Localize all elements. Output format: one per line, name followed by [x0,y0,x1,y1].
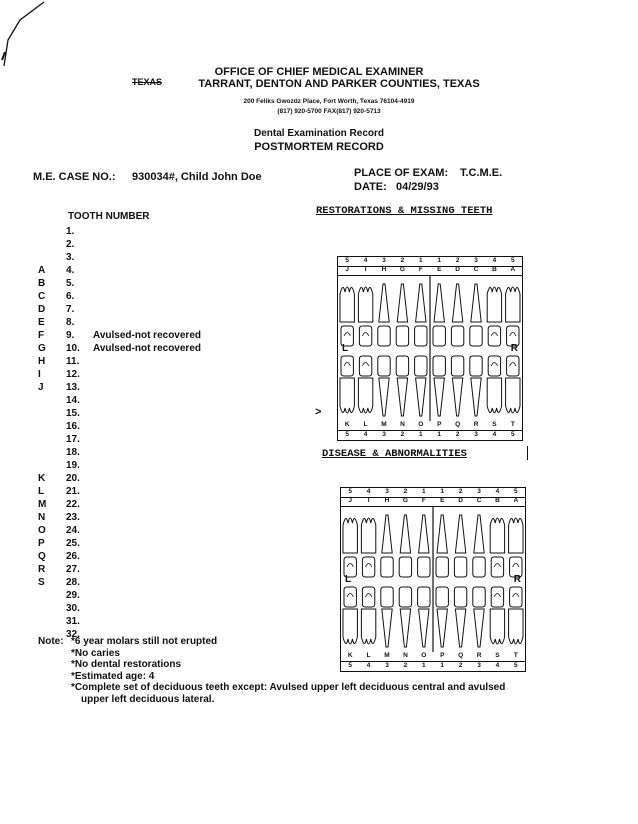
chart-label-strip [341,662,525,672]
chart-tooth-label: O [421,652,427,659]
tooth-letter: E [38,317,45,328]
tooth-letter: G [38,343,46,354]
chart-tooth-label: 1 [440,488,445,495]
tooth-letter: I [38,369,41,380]
tooth-letter: D [38,304,46,315]
chart-tooth-label: Q [458,652,464,659]
tooth-drawing [473,587,485,607]
tooth-drawing [416,378,426,416]
tooth-drawing [488,356,500,376]
tooth-drawing [358,287,372,322]
tooth-number: 26. [66,551,80,562]
tooth-drawing [399,557,411,577]
chart-tooth-label: J [345,266,350,273]
chart-tooth-label: 5 [511,431,515,438]
tooth-number: 30. [66,603,80,614]
case-value: 930034#, Child John Doe [132,171,262,183]
tooth-letter: F [38,330,45,341]
tooth-letter: M [38,499,47,510]
tooth-drawing [437,609,447,647]
tooth-drawing [340,287,354,322]
chart-tooth-label: 3 [382,257,386,264]
tooth-drawing [455,609,465,647]
chart-label-strip [338,421,522,431]
tooth-drawing [452,378,462,416]
tooth-number: 19. [66,460,80,471]
tooth-number: 32. [66,629,80,640]
tooth-drawing [454,557,466,577]
tooth-drawing [434,378,444,416]
tooth-number: 29. [66,590,80,601]
tooth-letter: H [38,356,46,367]
notes-label: Note: [38,636,64,647]
chart-tooth-label: 5 [511,257,515,264]
tooth-row [52,460,252,473]
tooth-drawing [399,587,411,607]
chart-tooth-label: 1 [419,257,423,264]
tooth-drawing [470,356,482,376]
chart-tooth-label: 2 [400,257,405,264]
tooth-drawing [361,609,375,644]
tooth-drawing [378,326,390,346]
tooth-row [52,252,252,265]
tooth-number: 31. [66,616,80,627]
restorations-dental-chart [337,256,523,441]
chart-tooth-label: E [440,497,445,504]
chart-tooth-label: 1 [422,488,426,495]
tooth-row [52,590,252,603]
chart-tooth-label: N [403,652,408,659]
chart-tooth-label: 4 [492,431,497,438]
disease-chart-title: DISEASE & ABNORMALITIES [322,448,467,460]
tooth-drawing [358,378,372,413]
tooth-row [38,525,252,538]
tooth-drawing [397,378,407,416]
tooth-description: Avulsed-not recovered [93,343,201,354]
note-line: *No dental restorations [71,659,182,670]
restorations-chart-title: RESTORATIONS & MISSING TEETH [316,205,493,217]
tooth-drawing [343,518,357,553]
tooth-drawing [433,326,445,346]
tooth-drawing [491,587,503,607]
tooth-row [52,603,252,616]
tooth-row [38,499,252,512]
chart-tooth-label: B [495,497,500,504]
tooth-number: 16. [66,421,80,432]
note-line: *Complete set of deciduous teeth except: Avulsed upper left deciduous central and avulsed [71,682,506,693]
tooth-letter: Q [38,551,46,562]
tooth-drawing [490,518,504,553]
chart-tooth-label: N [400,421,405,428]
tooth-row [38,382,252,395]
tooth-drawing [396,326,408,346]
chart-tooth-label: 5 [345,431,350,438]
chart-tooth-label: 1 [422,662,426,669]
tooth-number: 11. [66,356,80,367]
tooth-drawing [433,356,445,376]
struck-prefix: TEXAS [132,77,163,87]
chart-tooth-label: 3 [477,662,481,669]
tooth-row [38,356,252,369]
tooth-number: 14. [66,395,80,406]
tooth-drawing [396,356,408,376]
tooth-row [38,330,252,343]
tooth-number: 2. [66,239,75,250]
margin-mark: > [315,406,322,418]
tooth-drawing [362,587,374,607]
tooth-row [52,408,252,421]
chart-tooth-label: I [367,497,370,504]
tooth-drawing [474,515,484,553]
form-subtitle: POSTMORTEM RECORD [254,141,384,153]
tooth-drawing [452,284,462,322]
chart-tooth-label: 2 [458,488,463,495]
tooth-drawing [415,326,427,346]
tooth-row [52,226,252,239]
tooth-number: 17. [66,434,80,445]
chart-tooth-label: 5 [514,662,518,669]
chart-tooth-label: 3 [385,662,389,669]
tooth-drawing [400,515,410,553]
tooth-drawing [434,284,444,322]
tooth-drawing [379,284,389,322]
tooth-drawing [507,356,519,376]
chart-tooth-label: T [513,652,518,659]
tooth-number: 18. [66,447,80,458]
tooth-drawing [436,557,448,577]
chart-tooth-label: C [476,497,482,504]
note-line: upper left deciduous lateral. [81,693,215,705]
tooth-drawing [506,378,520,413]
tooth-number: 27. [66,564,80,575]
tooth-drawing [437,515,447,553]
tooth-drawing [506,287,520,322]
tooth-drawing [359,326,371,346]
tooth-letter: L [38,486,45,497]
chart-tooth-label: O [418,421,424,428]
tooth-drawing [418,557,430,577]
chart-tooth-label: A [513,497,519,504]
tooth-row [52,616,252,629]
chart-tooth-label: 5 [514,488,518,495]
tooth-number-heading: TOOTH NUMBER [68,211,150,222]
chart-tooth-label: H [381,266,387,273]
tooth-drawing [487,287,501,322]
tooth-row [38,278,252,291]
teeth-diagram [341,507,525,652]
tooth-drawing [381,587,393,607]
chart-tooth-label: 3 [474,431,478,438]
right-side-marker: R [513,574,521,585]
left-side-marker: L [345,574,352,585]
tooth-number: 4. [66,265,75,276]
chart-tooth-label: 4 [366,662,371,669]
chart-tooth-label: G [402,497,408,504]
tooth-drawing [416,284,426,322]
chart-tooth-label: I [364,266,367,273]
tooth-row [38,564,252,577]
tooth-drawing [510,587,522,607]
tooth-number: 23. [66,512,80,523]
tooth-drawing [509,609,523,644]
tooth-drawing [419,609,429,647]
tooth-drawing [378,356,390,376]
chart-tooth-label: A [510,266,516,273]
tooth-number: 21. [66,486,80,497]
tooth-drawing [341,356,353,376]
address-line: 200 Feliks Gwozdz Place, Fort Worth, Texas 76104-4919 [243,98,415,105]
chart-tooth-label: 5 [348,488,353,495]
tooth-number: 28. [66,577,80,588]
chart-tooth-label: P [440,652,445,659]
chart-label-strip [338,266,522,276]
chart-tooth-label: 3 [474,257,478,264]
tooth-drawing [471,284,481,322]
left-side-marker: L [342,343,349,354]
chart-tooth-label: M [384,652,390,659]
tooth-drawing [362,557,374,577]
tooth-letter: A [38,265,46,276]
corner-slash-mark [0,0,60,70]
teeth-diagram [338,276,522,421]
tooth-drawing [487,378,501,413]
chart-tooth-label: P [437,421,442,428]
tooth-letter: J [38,382,44,393]
chart-tooth-label: R [473,421,479,428]
chart-tooth-label: F [418,266,423,273]
chart-tooth-label: 1 [437,431,442,438]
chart-tooth-label: 4 [363,257,368,264]
chart-tooth-label: 4 [495,662,500,669]
tooth-letter: C [38,291,46,302]
counties-line: TARRANT, DENTON AND PARKER COUNTIES, TEXAS [198,78,480,90]
chart-tooth-label: M [381,421,387,428]
tooth-letter: B [38,278,46,289]
tooth-row [52,239,252,252]
tooth-drawing [397,284,407,322]
note-line: *Estimated age: 4 [71,670,155,682]
tooth-drawing [451,326,463,346]
tooth-drawing [418,587,430,607]
chart-tooth-label: B [492,266,497,273]
chart-tooth-label: 2 [455,431,460,438]
tooth-row [38,538,252,551]
tooth-letter: O [38,525,46,536]
chart-tooth-label: 2 [455,257,460,264]
tooth-drawing [491,557,503,577]
chart-tooth-label: D [458,497,463,504]
chart-tooth-label: 3 [382,431,386,438]
chart-tooth-label: 5 [345,257,350,264]
tooth-letter: K [38,473,46,484]
tooth-row [52,421,252,434]
chart-tooth-label: K [347,652,353,659]
chart-tooth-label: 2 [400,431,405,438]
chart-tooth-label: S [492,421,497,428]
chart-tooth-label: H [384,497,390,504]
place-value: T.C.M.E. [460,167,503,179]
chart-tooth-label: Q [455,421,461,428]
tooth-drawing [340,378,354,413]
tooth-number: 6. [66,291,75,302]
chart-tooth-label: 2 [458,662,463,669]
tooth-number: 10. [66,343,80,354]
tooth-drawing [454,587,466,607]
tooth-drawing [382,515,392,553]
right-side-marker: R [510,343,518,354]
tooth-number: 9. [66,330,75,341]
chart-tooth-label: G [399,266,405,273]
tooth-drawing [379,378,389,416]
tooth-row [38,486,252,499]
chart-tooth-label: C [473,266,479,273]
chart-tooth-label: E [437,266,442,273]
chart-label-strip [341,652,525,662]
tooth-row [38,265,252,278]
tooth-drawing [361,518,375,553]
tooth-row [38,551,252,564]
case-label: M.E. CASE NO.: [33,171,116,183]
tooth-number: 25. [66,538,80,549]
tooth-number: 24. [66,525,80,536]
chart-tooth-label: K [344,421,350,428]
tooth-drawing [455,515,465,553]
chart-tooth-label: 5 [348,662,353,669]
chart-tooth-label: 1 [437,257,442,264]
tooth-drawing [359,356,371,376]
tooth-drawing [400,609,410,647]
office-title: OFFICE OF CHIEF MEDICAL EXAMINER [214,66,424,78]
tooth-number: 7. [66,304,75,315]
tooth-number: 3. [66,252,75,263]
chart-tooth-label: 2 [403,488,408,495]
tooth-row [38,343,252,356]
tooth-letter: S [38,577,45,588]
chart-tooth-label: T [510,421,515,428]
tooth-drawing [488,326,500,346]
tooth-row [52,434,252,447]
chart-label-strip [338,431,522,441]
margin-tick [527,446,528,460]
tooth-row [38,577,252,590]
note-line: *6 year molars still not erupted [71,636,218,647]
chart-tooth-label: 4 [366,488,371,495]
tooth-number: 22. [66,499,80,510]
tooth-drawing [474,609,484,647]
tooth-drawing [471,378,481,416]
tooth-row [38,291,252,304]
chart-tooth-label: J [348,497,353,504]
chart-tooth-label: S [495,652,500,659]
tooth-number: 20. [66,473,80,484]
tooth-drawing [415,356,427,376]
chart-tooth-label: 3 [385,488,389,495]
chart-tooth-label: L [366,652,371,659]
chart-tooth-label: L [363,421,368,428]
form-title: Dental Examination Record [253,128,385,139]
tooth-drawing [473,557,485,577]
tooth-row [52,447,252,460]
tooth-drawing [470,326,482,346]
tooth-letter: P [38,538,45,549]
tooth-row [38,473,252,486]
tooth-row [38,369,252,382]
tooth-drawing [343,609,357,644]
chart-tooth-label: 1 [419,431,423,438]
tooth-number: 12. [66,369,80,380]
chart-tooth-label: D [455,266,460,273]
tooth-description: Avulsed-not recovered [93,330,201,341]
tooth-letter: R [38,564,46,575]
tooth-row [38,317,252,330]
date-value: 04/29/93 [396,181,439,193]
tooth-drawing [451,356,463,376]
tooth-drawing [436,587,448,607]
chart-tooth-label: R [476,652,482,659]
chart-tooth-label: 2 [403,662,408,669]
chart-tooth-label: 4 [495,488,500,495]
tooth-number: 5. [66,278,75,289]
tooth-drawing [509,518,523,553]
note-line: *No caries [71,647,120,659]
tooth-row [52,395,252,408]
tooth-drawing [381,557,393,577]
place-label: PLACE OF EXAM: [354,167,449,179]
tooth-number: 8. [66,317,75,328]
chart-tooth-label: F [421,497,426,504]
tooth-number: 15. [66,408,80,419]
chart-tooth-label: 3 [477,488,481,495]
chart-label-strip [341,497,525,507]
date-label: DATE: [354,181,387,193]
tooth-number: 1. [66,226,75,237]
disease-dental-chart [340,487,526,672]
tooth-row [38,512,252,525]
chart-tooth-label: 1 [440,662,445,669]
tooth-letter: N [38,512,46,523]
tooth-drawing [490,609,504,644]
tooth-drawing [382,609,392,647]
tooth-row [38,304,252,317]
tooth-drawing [419,515,429,553]
tooth-number: 13. [66,382,80,393]
chart-tooth-label: 4 [363,431,368,438]
phone-line: (817) 920-5700 FAX(817) 920-5713 [277,108,381,115]
chart-tooth-label: 4 [492,257,497,264]
tooth-drawing [344,587,356,607]
